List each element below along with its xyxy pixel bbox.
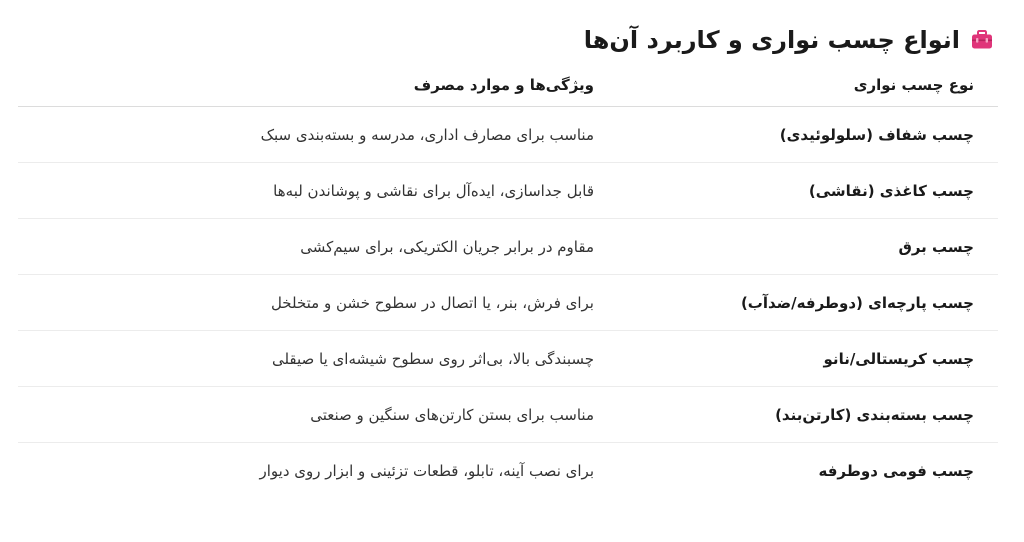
table-body (18, 107, 998, 499)
tape-type-cell: چسب کریستالی/نانو (594, 331, 998, 387)
tape-features-cell: برای نصب آینه، تابلو، قطعات تزئینی و ابزار روی دیوار (259, 461, 594, 480)
column-header-type: نوع چسب نواری (594, 64, 998, 107)
tape-features-cell: قابل جداسازی، ایده‌آل برای نقاشی و پوشاندن لبه‌ها (18, 163, 594, 219)
table-row (18, 107, 998, 163)
table-row (18, 163, 998, 219)
tape-features-cell: مقاوم در برابر جریان الکتریکی، برای سیم‌کشی (18, 219, 594, 275)
tape-type-cell: چسب برق (594, 219, 998, 275)
tape-type-cell: چسب شفاف (سلولوئیدی) (594, 107, 998, 163)
table-header-row (18, 64, 998, 107)
tape-type-cell: چسب بسته‌بندی (کارتن‌بند) (594, 387, 998, 443)
table-row (18, 387, 998, 443)
tape-types-table (18, 64, 998, 498)
table-row (18, 443, 998, 499)
toolbox-icon (970, 28, 994, 52)
page-title: انواع چسب نواری و کاربرد آن‌ها (583, 26, 960, 54)
table-row (18, 331, 998, 387)
tape-type-cell: چسب فومی دوطرفه (818, 461, 974, 480)
tape-type-cell: چسب کاغذی (نقاشی) (594, 163, 998, 219)
table-row (18, 219, 998, 275)
tape-features-cell: برای فرش، بنر، یا اتصال در سطوح خشن و متخلخل (18, 275, 594, 331)
tape-features-cell: مناسب برای بستن کارتن‌های سنگین و صنعتی (18, 387, 594, 443)
column-header-features: ویژگی‌ها و موارد مصرف (18, 64, 594, 107)
tape-features-cell: چسبندگی بالا، بی‌اثر روی سطوح شیشه‌ای یا صیقلی (18, 331, 594, 387)
heading (584, 22, 994, 58)
table-row (18, 275, 998, 331)
tape-features-cell: مناسب برای مصارف اداری، مدرسه و بسته‌بندی سبک (18, 107, 594, 163)
tape-type-cell: چسب پارچه‌ای (دوطرفه/ضدآب) (594, 275, 998, 331)
